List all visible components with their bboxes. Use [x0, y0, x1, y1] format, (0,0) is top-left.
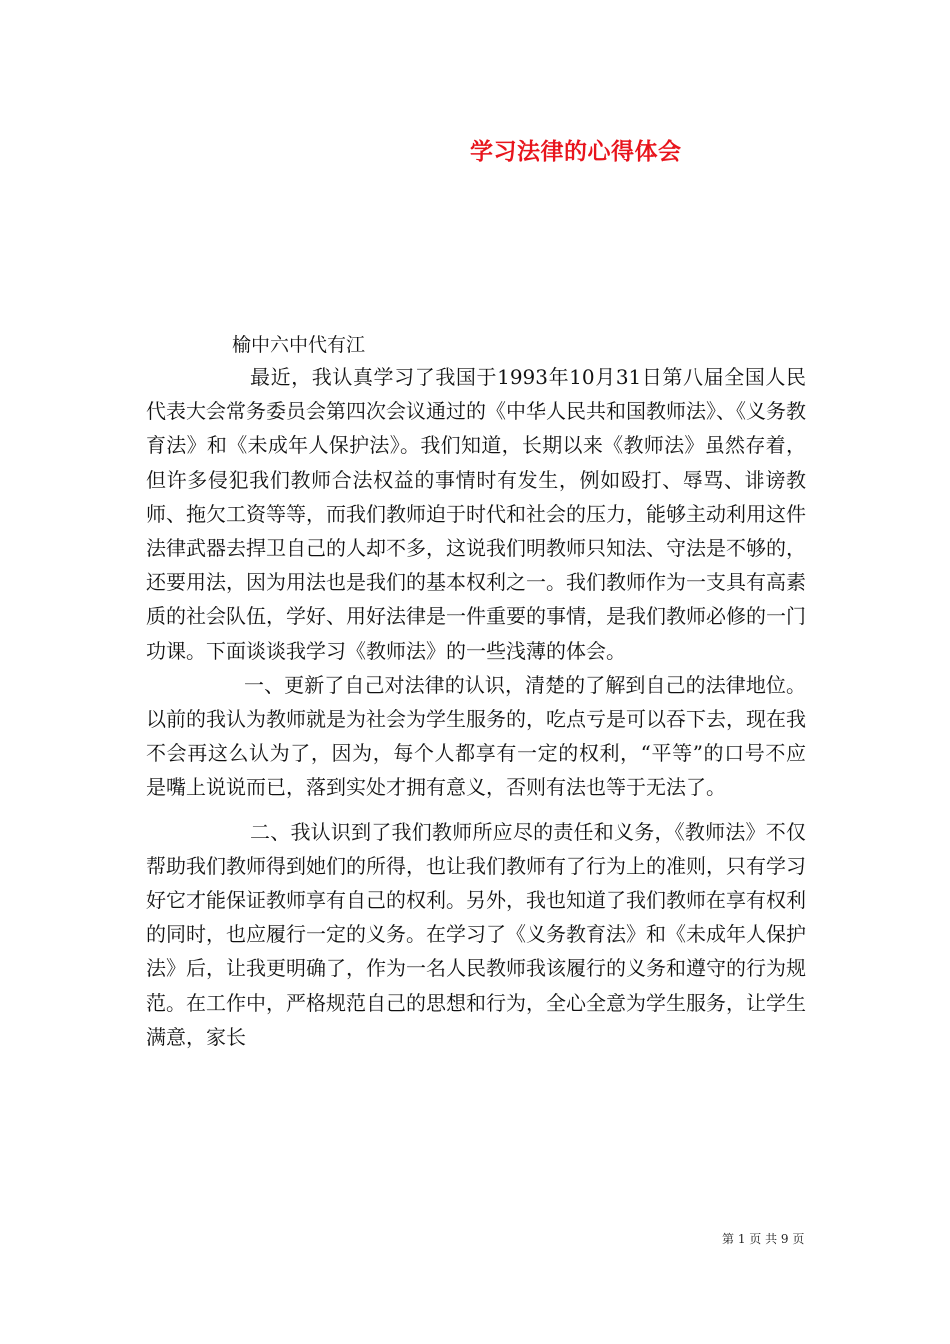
paragraph-point-two: 二、我认识到了我们教师所应尽的责任和义务，《教师法》不仅帮助我们教师得到她们的所得，也让我们教师有了行为上的准则，只有学习好它才能保证教师享有自己的权利。另外，我也知道了我们教师在享有权利的同时，也应履行一定的义务。在学习了《义务教育法》和《未成年人保护法》后，让我更明确了，作为一名人民教师我该履行的义务和遵守的行为规范。在工作中，严格规范自己的思想和行为，全心全意为学生服务，让学生满意，家长: [146, 819, 806, 1049]
paragraph-point-one: 一、更新了自己对法律的认识，清楚的了解到自己的法律地位。以前的我认为教师就是为社会为学生服务的，吃点亏是可以吞下去，现在我不会再这么认为了，因为，每个人都享有一定的权利，“平等”的口号不应是嘴上说说而已，落到实处才拥有意义，否则有法也等于无法了。: [146, 672, 806, 800]
author-line: 榆中六中代有江: [232, 334, 366, 356]
document-title: 学习法律的心得体会: [470, 138, 682, 165]
page-number-footer: 第 1 页 共 9 页: [722, 1232, 805, 1246]
document-body: [146, 360, 806, 1054]
paragraph-intro: 最近，我认真学习了我国于1993年10月31日第八届全国人民代表大会常务委员会第四次会议通过的《中华人民共和国教师法》、《义务教育法》和《未成年人保护法》。我们知道，长期以来《教师法》虽然存着，但许多侵犯我们教师合法权益的事情时有发生，例如殴打、辱骂、诽谤教师、拖欠工资等等，而我们教师迫于时代和社会的压力，能够主动利用这件法律武器去捍卫自己的人却不多，这说我们明教师只知法、守法是不够的，还要用法，因为用法也是我们的基本权利之一。我们教师作为一支具有高素质的社会队伍，学好、用好法律是一件重要的事情，是我们教师必修的一门功课。下面谈谈我学习《教师法》的一些浅薄的体会。: [146, 365, 806, 663]
